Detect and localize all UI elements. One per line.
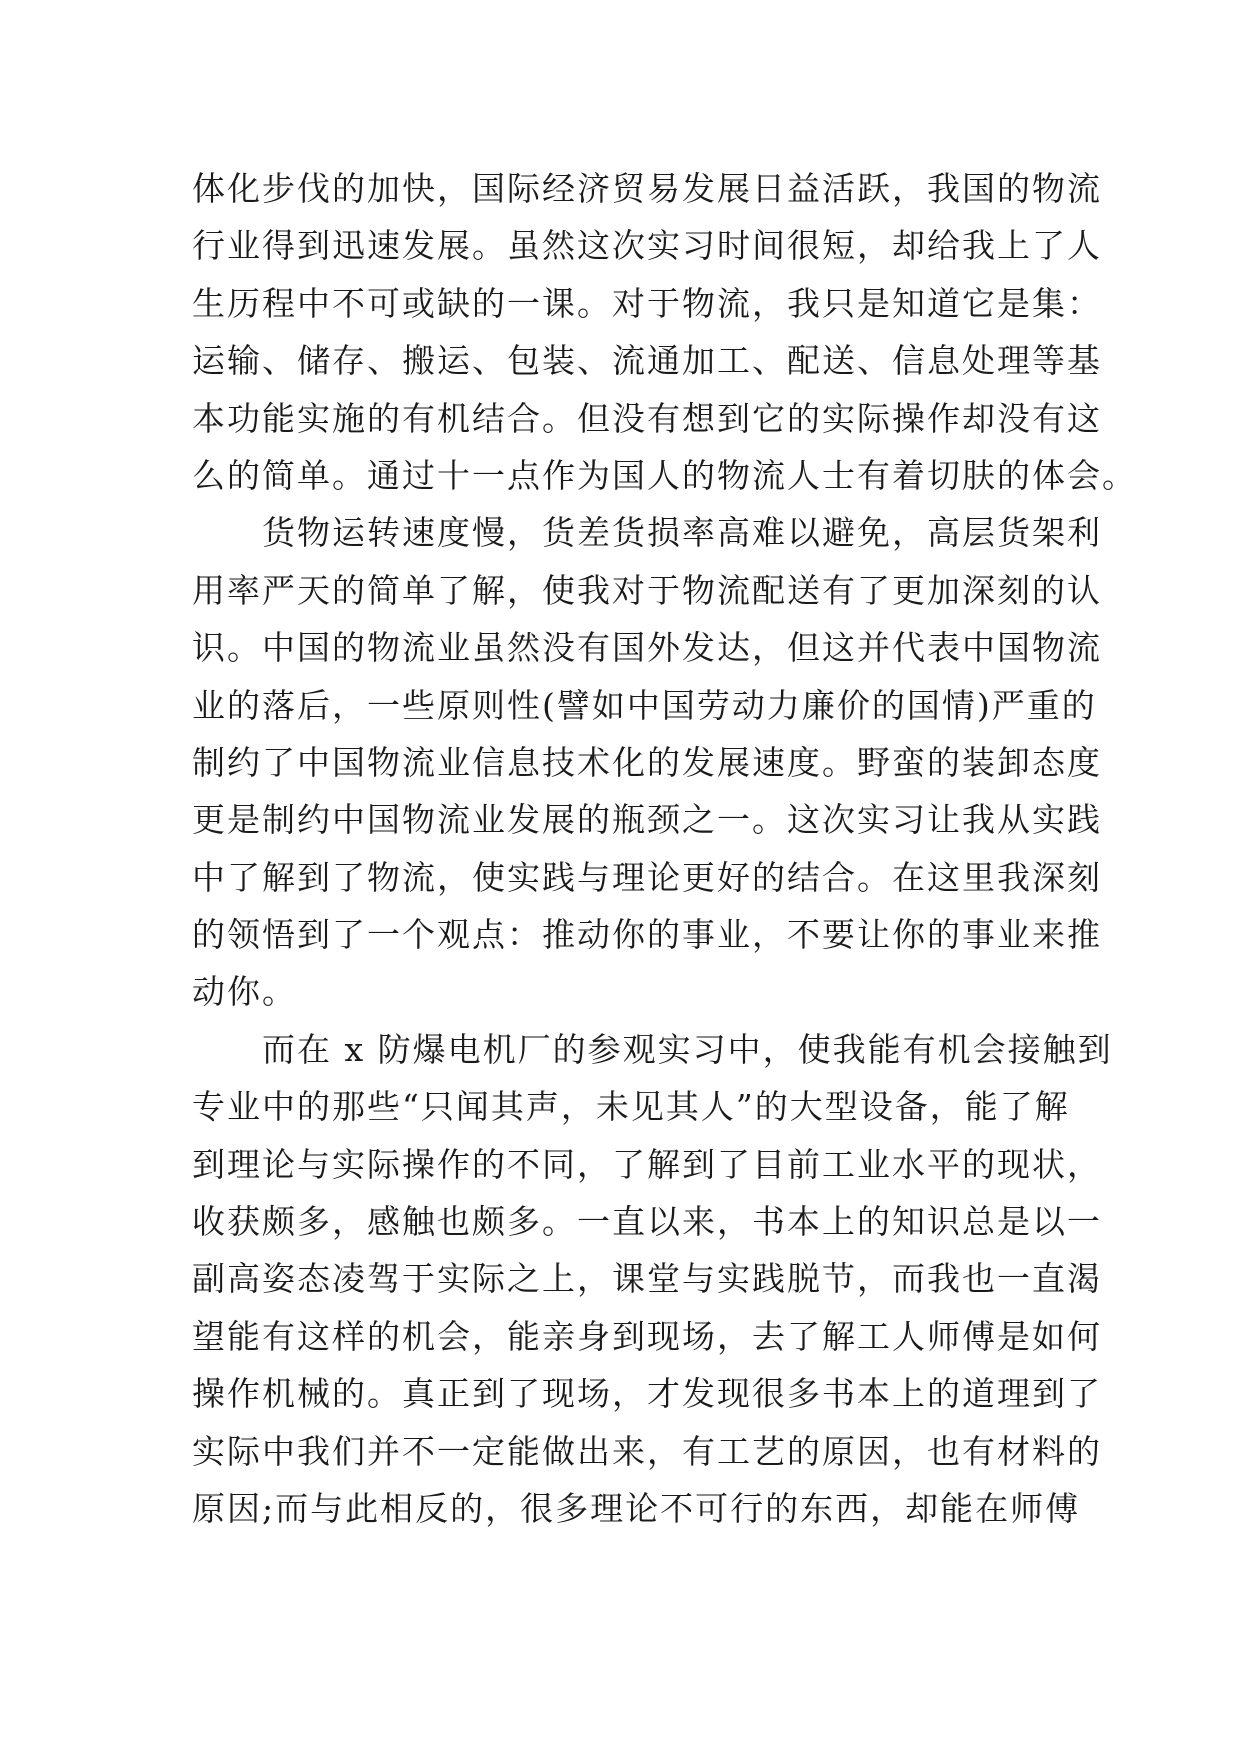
text-line: 业的落后，一些原则性(譬如中国劳动力廉价的国情)严重的 (192, 685, 1097, 725)
text-line: 动你。 (192, 972, 297, 1012)
text-line: 生历程中不可或缺的一课。对于物流，我只是知道它是集： (192, 283, 1102, 323)
text-line: 专业中的那些“只闻其声，未见其人”的大型设备，能了解 (192, 1087, 1070, 1127)
paragraph-1 (192, 160, 1137, 504)
text-line: 到理论与实际操作的不同，了解到了目前工业水平的现状， (192, 1144, 1102, 1184)
text-line: 原因;而与此相反的，很多理论不可行的东西，却能在师傅 (192, 1488, 1081, 1528)
text-line: 行业得到迅速发展。虽然这次实习时间很短，却给我上了人 (192, 226, 1102, 266)
paragraph-3 (192, 1021, 1113, 1538)
text-line: 么的简单。通过十一点作为国人的物流人士有着切肤的体会。 (192, 455, 1137, 495)
text-line: 副高姿态凌驾于实际之上，课堂与实践脱节，而我也一直渴 (192, 1259, 1102, 1299)
text-line: 的领悟到了一个观点：推动你的事业，不要让你的事业来推 (192, 915, 1102, 955)
text-line: 实际中我们并不一定能做出来，有工艺的原因，也有材料的 (192, 1431, 1102, 1471)
text-line: 收获颇多，感触也颇多。一直以来，书本上的知识总是以一 (192, 1202, 1102, 1242)
text-line: 而在 x 防爆电机厂的参观实习中，使我能有机会接触到 (192, 1029, 1113, 1069)
text-line: 制约了中国物流业信息技术化的发展速度。野蛮的装卸态度 (192, 742, 1102, 782)
text-line: 本功能实施的有机结合。但没有想到它的实际操作却没有这 (192, 398, 1102, 438)
text-line: 操作机械的。真正到了现场，才发现很多书本上的道理到了 (192, 1374, 1102, 1414)
text-line: 中了解到了物流，使实践与理论更好的结合。在这里我深刻 (192, 857, 1102, 897)
text-line: 识。中国的物流业虽然没有国外发达，但这并代表中国物流 (192, 628, 1102, 668)
text-line: 望能有这样的机会，能亲身到现场，去了解工人师傅是如何 (192, 1316, 1102, 1356)
body-text (192, 160, 1137, 1537)
text-line: 运输、储存、搬运、包装、流通加工、配送、信息处理等基 (192, 341, 1102, 381)
paragraph-2 (192, 504, 1102, 1021)
text-line: 更是制约中国物流业发展的瓶颈之一。这次实习让我从实践 (192, 800, 1102, 840)
text-line: 体化步伐的加快，国际经济贸易发展日益活跃，我国的物流 (192, 169, 1102, 208)
text-line: 货物运转速度慢，货差货损率高难以避免，高层货架利 (192, 513, 1102, 553)
text-line: 用率严天的简单了解，使我对于物流配送有了更加深刻的认 (192, 570, 1102, 610)
